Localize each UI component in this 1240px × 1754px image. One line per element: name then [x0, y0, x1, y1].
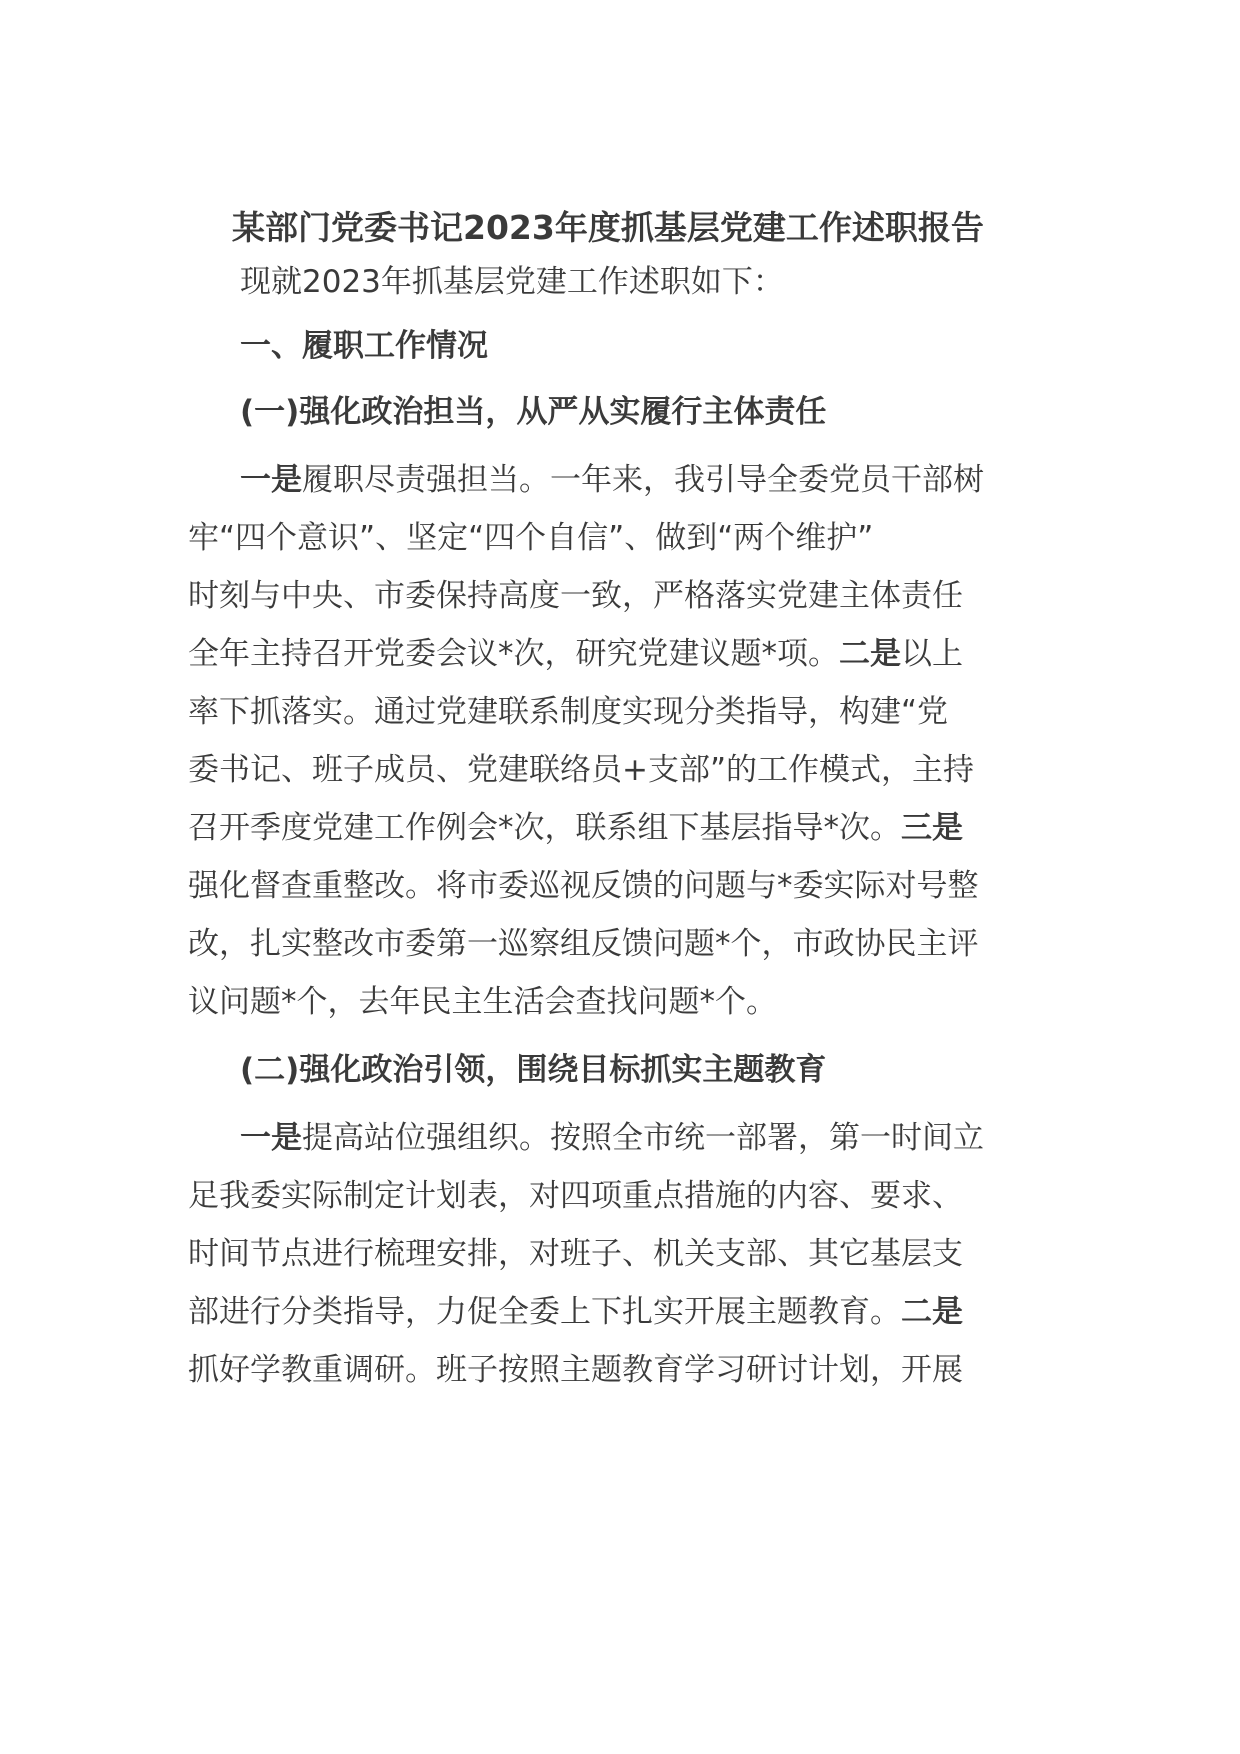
section-heading: 一、履职工作情况: [240, 328, 488, 364]
paragraph-line: [188, 804, 1068, 852]
emphasis-text: 一是: [240, 462, 302, 498]
paragraph-line: 时刻与中央、市委保持高度一致，严格落实党建主体责任: [188, 578, 963, 614]
line-text: 全年主持召开党委会议*次，研究党建议题*项。: [188, 636, 839, 672]
emphasis-text: 一是: [240, 1120, 302, 1156]
document-title: 某部门党委书记2023年度抓基层党建工作述职报告: [232, 208, 984, 247]
line-text: 召开季度党建工作例会*次，联系组下基层指导*次。: [188, 810, 901, 846]
line-text: 以上: [901, 636, 963, 672]
emphasis-text: 二是: [901, 1294, 963, 1330]
emphasis-text: 二是: [839, 636, 901, 672]
paragraph-line: 率下抓落实。通过党建联系制度实现分类指导，构建“党: [188, 694, 949, 730]
emphasis-text: 三是: [901, 810, 963, 846]
paragraph-line: 议问题*个，去年民主生活会查找问题*个。: [188, 984, 777, 1020]
paragraph-line: 强化督查重整改。将市委巡视反馈的问题与*委实际对号整: [188, 868, 979, 904]
paragraph-line: [240, 1114, 1120, 1162]
paragraph-line: 委书记、班子成员、党建联络员+支部”的工作模式，主持: [188, 752, 975, 788]
paragraph-line: 牢“四个意识”、坚定“四个自信”、做到“两个维护”: [188, 520, 874, 556]
subsection-heading-1: (一)强化政治担当，从严从实履行主体责任: [240, 394, 827, 430]
line-text: 部进行分类指导，力促全委上下扎实开展主题教育。: [188, 1294, 901, 1330]
paragraph-line: 足我委实际制定计划表，对四项重点措施的内容、要求、: [188, 1178, 963, 1214]
subsection-heading-2: (二)强化政治引领，围绕目标抓实主题教育: [240, 1052, 827, 1088]
paragraph-line: 改，扎实整改市委第一巡察组反馈问题*个，市政协民主评: [188, 926, 979, 962]
intro-paragraph: 现就2023年抓基层党建工作述职如下：: [240, 264, 784, 300]
paragraph-line: 抓好学教重调研。班子按照主题教育学习研讨计划，开展: [188, 1352, 963, 1388]
line-text: 履职尽责强担当。一年来，我引导全委党员干部树: [302, 462, 984, 498]
paragraph-line: 时间节点进行梳理安排，对班子、机关支部、其它基层支: [188, 1236, 963, 1272]
paragraph-line: [188, 630, 1068, 678]
paragraph-line: [188, 1288, 1068, 1336]
paragraph-line: [240, 456, 1120, 504]
line-text: 提高站位强组织。按照全市统一部署，第一时间立: [302, 1120, 984, 1156]
